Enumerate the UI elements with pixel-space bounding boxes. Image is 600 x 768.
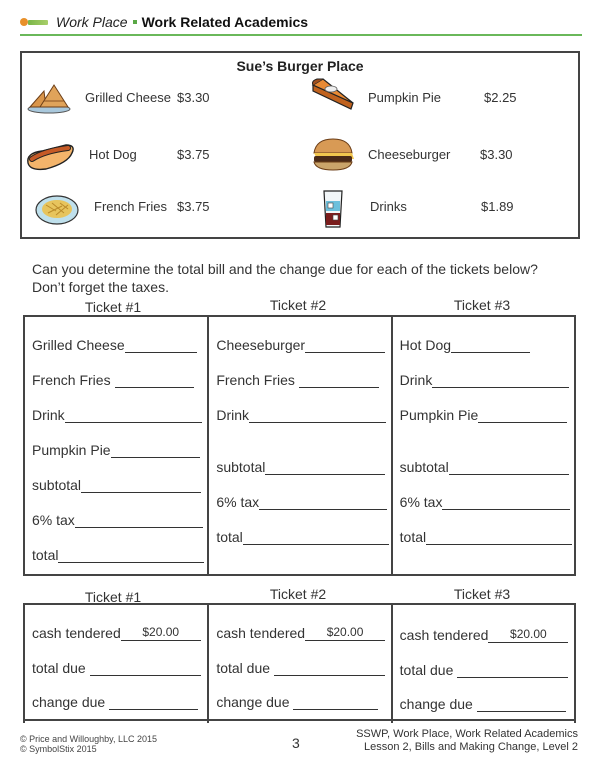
menu-title: Sue’s Burger Place bbox=[236, 58, 364, 74]
total-due-line: total due bbox=[400, 662, 569, 678]
instructions bbox=[32, 260, 592, 296]
answer-blank[interactable] bbox=[426, 530, 572, 545]
ticket-line: Drink bbox=[216, 407, 386, 423]
cash-tendered-blank[interactable] bbox=[121, 626, 201, 641]
payment-1-title: Ticket #1 bbox=[84, 589, 142, 605]
ticket-2-title: Ticket #2 bbox=[269, 297, 327, 313]
answer-blank[interactable] bbox=[249, 408, 386, 423]
cash-tendered-value: $20.00 bbox=[510, 627, 547, 641]
menu-item-name: Hot Dog bbox=[89, 147, 137, 162]
answer-blank[interactable] bbox=[457, 663, 568, 678]
answer-blank[interactable] bbox=[442, 495, 570, 510]
menu-item-price: $3.75 bbox=[177, 147, 210, 162]
total-line: total bbox=[400, 529, 572, 545]
cash-tendered-line: cash tendered $20.00 bbox=[216, 625, 385, 641]
payments-grid bbox=[23, 603, 576, 723]
answer-blank[interactable] bbox=[243, 530, 389, 545]
cash-tendered-line: cash tendered $20.00 bbox=[400, 627, 569, 643]
page-header bbox=[20, 12, 308, 32]
cash-tendered-value: $20.00 bbox=[326, 625, 364, 639]
instructions-line-2: Don’t forget the taxes. bbox=[32, 279, 169, 295]
answer-blank[interactable] bbox=[274, 661, 385, 676]
total-line: total bbox=[216, 529, 388, 545]
total-due-line: total due bbox=[32, 660, 201, 676]
drink-icon bbox=[322, 189, 344, 229]
answer-blank[interactable] bbox=[111, 443, 200, 458]
ticket-line: French Fries bbox=[216, 372, 379, 388]
menu-item-name: Pumpkin Pie bbox=[368, 90, 441, 105]
answer-blank[interactable] bbox=[90, 661, 201, 676]
ticket-line: Grilled Cheese bbox=[32, 337, 197, 353]
answer-blank[interactable] bbox=[115, 373, 194, 388]
answer-blank[interactable] bbox=[81, 478, 201, 493]
menu-item-price: $3.30 bbox=[177, 90, 210, 105]
ticket-line: Cheeseburger bbox=[216, 337, 385, 353]
answer-blank[interactable] bbox=[478, 408, 567, 423]
french-fries-icon bbox=[34, 193, 80, 227]
header-rule bbox=[20, 34, 582, 36]
answer-blank[interactable] bbox=[451, 338, 530, 353]
answer-blank[interactable] bbox=[58, 548, 204, 563]
header-title: Work Related Academics bbox=[141, 14, 309, 30]
footer-reference: SSWP, Work Place, Work Related Academics Lesson 2, Bills and Making Change, Level 2 bbox=[356, 728, 578, 753]
answer-blank[interactable] bbox=[305, 338, 385, 353]
payment-1-card bbox=[25, 605, 209, 723]
cash-tendered-line: cash tendered $20.00 bbox=[32, 625, 201, 641]
ticket-line: Hot Dog bbox=[400, 337, 530, 353]
ticket-3-card bbox=[393, 317, 574, 574]
tax-line: 6% tax bbox=[400, 494, 571, 510]
cash-tendered-value: $20.00 bbox=[142, 625, 180, 639]
answer-blank[interactable] bbox=[109, 695, 198, 710]
menu-box bbox=[20, 51, 580, 239]
symbolstix-logo-icon bbox=[20, 17, 48, 27]
ticket-line: Pumpkin Pie bbox=[32, 442, 200, 458]
cash-tendered-blank[interactable] bbox=[488, 628, 568, 643]
payment-2-card bbox=[209, 605, 392, 723]
total-due-line: total due bbox=[216, 660, 385, 676]
ticket-1-title: Ticket #1 bbox=[84, 299, 142, 315]
payment-3-title: Ticket #3 bbox=[453, 586, 511, 602]
ticket-1-card bbox=[25, 317, 209, 574]
change-due-line: change due bbox=[32, 694, 198, 710]
answer-blank[interactable] bbox=[299, 373, 379, 388]
answer-blank[interactable] bbox=[477, 697, 566, 712]
ticket-line: Drink bbox=[32, 407, 202, 423]
answer-blank[interactable] bbox=[75, 513, 203, 528]
menu-item-price: $1.89 bbox=[481, 199, 514, 214]
subtotal-line: subtotal bbox=[32, 477, 201, 493]
instructions-line-1: Can you determine the total bill and the change due for each of the tickets below? bbox=[32, 261, 538, 277]
grilled-cheese-icon bbox=[26, 79, 72, 115]
ticket-3-title: Ticket #3 bbox=[453, 297, 511, 313]
ticket-line: Drink bbox=[400, 372, 570, 388]
answer-blank[interactable] bbox=[449, 460, 569, 475]
answer-blank[interactable] bbox=[265, 460, 385, 475]
payments-bottom-border bbox=[23, 719, 576, 721]
answer-blank[interactable] bbox=[432, 373, 569, 388]
change-due-line: change due bbox=[216, 694, 378, 710]
pumpkin-pie-icon bbox=[309, 77, 355, 111]
menu-item-price: $2.25 bbox=[484, 90, 517, 105]
header-section: Work Place bbox=[56, 14, 128, 30]
answer-blank[interactable] bbox=[65, 408, 202, 423]
tax-line: 6% tax bbox=[32, 512, 203, 528]
answer-blank[interactable] bbox=[125, 338, 197, 353]
header-separator bbox=[133, 20, 137, 24]
total-line: total bbox=[32, 547, 204, 563]
menu-item-name: Grilled Cheese bbox=[85, 90, 171, 105]
cheeseburger-icon bbox=[310, 137, 356, 173]
tickets-grid bbox=[23, 315, 576, 576]
cash-tendered-blank[interactable] bbox=[305, 626, 385, 641]
footer-copyright: © Price and Willoughby, LLC 2015 © SymbolStix 2015 bbox=[20, 734, 158, 754]
ticket-line: French Fries bbox=[32, 372, 194, 388]
page-number: 3 bbox=[292, 735, 300, 751]
hot-dog-icon bbox=[24, 139, 76, 173]
change-due-line: change due bbox=[400, 696, 566, 712]
menu-item-price: $3.30 bbox=[480, 147, 513, 162]
ticket-line: Pumpkin Pie bbox=[400, 407, 568, 423]
ticket-2-card bbox=[209, 317, 392, 574]
menu-item-name: French Fries bbox=[94, 199, 167, 214]
tax-line: 6% tax bbox=[216, 494, 387, 510]
answer-blank[interactable] bbox=[259, 495, 387, 510]
menu-item-price: $3.75 bbox=[177, 199, 210, 214]
menu-item-name: Drinks bbox=[370, 199, 407, 214]
payment-2-title: Ticket #2 bbox=[269, 586, 327, 602]
menu-item-name: Cheeseburger bbox=[368, 147, 451, 162]
subtotal-line: subtotal bbox=[216, 459, 385, 475]
payment-3-card bbox=[393, 605, 574, 723]
answer-blank[interactable] bbox=[293, 695, 378, 710]
subtotal-line: subtotal bbox=[400, 459, 569, 475]
